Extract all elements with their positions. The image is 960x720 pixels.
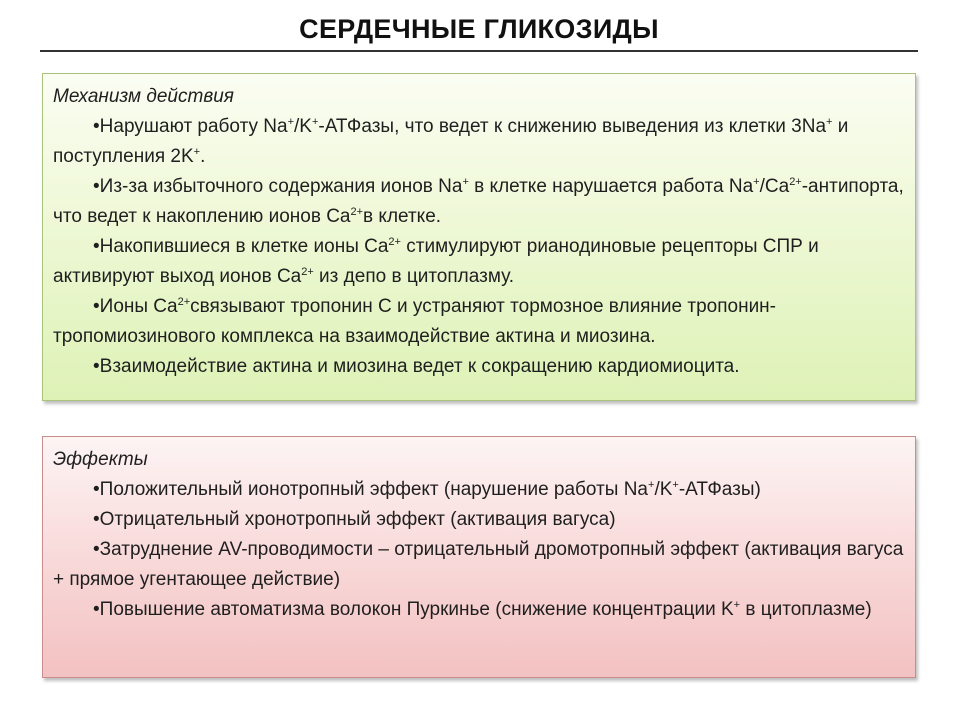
mechanism-item-1: • Нарушают работу Na+/K+-АТФазы, что ведет к снижению выведения из клетки 3Na+ и поступления 2K+. xyxy=(53,112,905,172)
title-divider xyxy=(40,50,918,52)
effects-item-4: • Повышение автоматизма волокон Пуркинье (снижение концентрации K+ в цитоплазме) xyxy=(53,595,905,625)
mechanism-box xyxy=(42,73,916,401)
effects-item-3: • Затруднение AV-проводимости – отрицательный дромотропный эффект (активация вагуса + прямое угентающее действие) xyxy=(53,535,905,595)
mechanism-item-2: • Из-за избыточного содержания ионов Na+ в клетке нарушается работа $Na^+/Ca^{2+}$-антипорта, что ведет к накоплению ионов $Ca^{2+}в$ клетке. xyxy=(53,172,905,232)
mechanism-item-4: • Ионы $Ca^{2+}связывают$ тропонин С и устраняют тормозное влияние тропонин-тропомиозинового комплекса на взаимодействие актина и миозина. xyxy=(53,292,905,352)
effects-box xyxy=(42,436,916,678)
slide-title: СЕРДЕЧНЫЕ ГЛИКОЗИДЫ xyxy=(299,14,659,44)
mechanism-item-3: • Накопившиеся в клетке ионы $Ca^{2+}$ стимулируют рианодиновые рецепторы СПР и активируют выход ионов $Ca^{2+}$ из депо в цитоплазму. xyxy=(53,232,905,292)
effects-item-1: • Положительный ионотропный эффект (нарушение работы Na+/K+-АТФазы) xyxy=(53,475,905,505)
effects-heading: Эффекты xyxy=(53,449,148,470)
effects-item-2: • Отрицательный хронотропный эффект (активация вагуса) xyxy=(53,505,905,535)
mechanism-heading: Механизм действия xyxy=(53,86,234,107)
mechanism-item-5: • Взаимодействие актина и миозина ведет к сокращению кардиомиоцита. xyxy=(53,352,905,382)
